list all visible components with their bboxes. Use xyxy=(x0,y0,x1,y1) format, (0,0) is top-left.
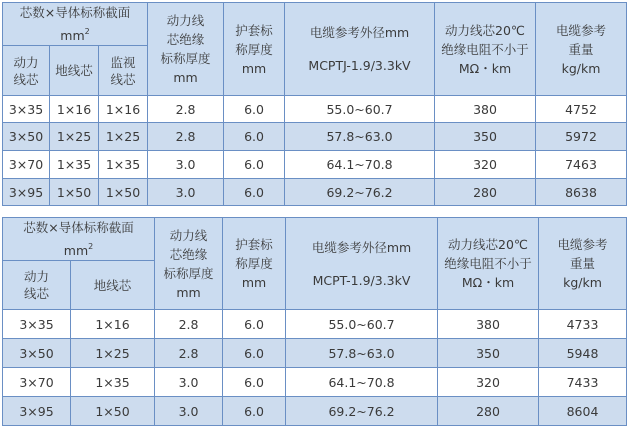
sheath-cell: 6.0 xyxy=(224,96,285,123)
insulation-cell: 2.8 xyxy=(155,339,223,368)
header-text: 电缆参考 xyxy=(557,237,608,252)
header-text: 护套标 xyxy=(235,22,273,38)
table-row xyxy=(3,397,627,426)
header-text: mm xyxy=(173,70,198,85)
header-text: mm xyxy=(241,60,267,76)
monitor-core-cell: 1×16 xyxy=(99,96,148,123)
diameter-cell: 55.0~60.7 xyxy=(286,310,438,339)
sheath-cell: 6.0 xyxy=(224,151,285,179)
header-text: MΩ・km xyxy=(458,60,512,76)
table-row xyxy=(3,123,627,151)
sheath-thickness-header xyxy=(223,218,286,310)
table-row xyxy=(3,179,627,206)
sheath-cell: 6.0 xyxy=(224,123,285,151)
table-row xyxy=(3,368,627,397)
header-text: 重量 xyxy=(568,41,594,57)
monitor-core-cell: 1×35 xyxy=(99,151,148,179)
header-text: 监视 xyxy=(110,54,136,70)
power-core-cell: 3×35 xyxy=(3,310,71,339)
diameter-cell: 64.1~70.8 xyxy=(285,151,435,179)
ground-core-cell: 1×25 xyxy=(50,123,99,151)
reference-weight-header xyxy=(536,3,627,96)
power-core-cell: 3×50 xyxy=(3,339,71,368)
weight-cell: 7463 xyxy=(536,151,627,179)
power-core-subheader xyxy=(3,261,71,310)
header-text: 护套标 xyxy=(235,237,273,252)
weight-cell: 4733 xyxy=(539,310,627,339)
header-text: mm xyxy=(60,28,85,43)
header-text: mm xyxy=(176,284,201,300)
header-text: 称厚度 xyxy=(235,256,273,271)
resistance-cell: 280 xyxy=(438,397,539,426)
power-core-cell: 3×35 xyxy=(3,96,50,123)
diameter-cell: 69.2~76.2 xyxy=(285,179,435,206)
header-text: 线芯 xyxy=(13,71,39,87)
core-section-header xyxy=(3,218,155,261)
resistance-cell: 320 xyxy=(435,151,536,179)
header-text: MΩ・km xyxy=(461,275,515,290)
ground-core-cell: 1×50 xyxy=(71,397,155,426)
cable-spec-table-mcptj xyxy=(2,2,627,206)
weight-cell: 8604 xyxy=(539,397,627,426)
weight-cell: 8638 xyxy=(536,179,627,206)
monitor-core-cell: 1×50 xyxy=(99,179,148,206)
core-section-title: 芯数×导体标称截面 xyxy=(19,5,131,20)
cable-model: MCPT-1.9/3.3kV xyxy=(312,272,411,288)
insulation-thickness-header xyxy=(155,218,223,310)
power-core-cell: 3×70 xyxy=(3,368,71,397)
ground-core-cell: 1×25 xyxy=(71,339,155,368)
header-text: kg/km xyxy=(563,275,602,290)
insulation-cell: 2.8 xyxy=(148,96,224,123)
resistance-cell: 380 xyxy=(438,310,539,339)
resistance-cell: 280 xyxy=(435,179,536,206)
resistance-cell: 350 xyxy=(438,339,539,368)
diameter-cell: 57.8~63.0 xyxy=(286,339,438,368)
outer-diameter-header xyxy=(286,218,438,310)
resistance-cell: 380 xyxy=(435,96,536,123)
core-section-header xyxy=(3,3,148,46)
weight-cell: 5948 xyxy=(539,339,627,368)
insulation-cell: 3.0 xyxy=(148,151,224,179)
header-text: 线芯 xyxy=(23,286,49,301)
power-core-cell: 3×95 xyxy=(3,179,50,206)
power-core-cell: 3×95 xyxy=(3,397,71,426)
header-text: 电缆参考外径mm xyxy=(311,239,412,255)
table-row xyxy=(3,151,627,179)
insulation-cell: 3.0 xyxy=(148,179,224,206)
insulation-resistance-header xyxy=(438,218,539,310)
diameter-cell: 64.1~70.8 xyxy=(286,368,438,397)
cable-spec-table-mcpt xyxy=(2,217,627,426)
header-text: 绝缘电阻不小于 xyxy=(441,41,529,57)
header-text: 电缆参考 xyxy=(556,22,607,38)
weight-cell: 5972 xyxy=(536,123,627,151)
insulation-cell: 2.8 xyxy=(148,123,224,151)
ground-core-cell: 1×35 xyxy=(71,368,155,397)
header-text: 动力 xyxy=(13,54,39,70)
ground-core-cell: 1×35 xyxy=(50,151,99,179)
cable-model: MCPTJ-1.9/3.3kV xyxy=(308,58,411,73)
ground-core-cell: 1×50 xyxy=(50,179,99,206)
header-text: mm xyxy=(241,275,267,290)
header-text: 动力 xyxy=(23,269,49,284)
header-text: 芯绝缘 xyxy=(169,246,208,262)
header-text: 标称厚度 xyxy=(163,265,214,281)
header-text: 重量 xyxy=(570,256,596,271)
monitor-core-cell: 1×25 xyxy=(99,123,148,151)
table-row xyxy=(3,339,627,368)
header-text: kg/km xyxy=(561,60,601,76)
header-text: 标称厚度 xyxy=(160,51,211,66)
table-row xyxy=(3,96,627,123)
diameter-cell: 55.0~60.7 xyxy=(285,96,435,123)
sheath-cell: 6.0 xyxy=(223,368,286,397)
header-text: 动力线 xyxy=(169,227,208,243)
resistance-cell: 350 xyxy=(435,123,536,151)
ground-core-subheader: 地线芯 xyxy=(50,46,99,96)
diameter-cell: 69.2~76.2 xyxy=(286,397,438,426)
power-core-subheader xyxy=(3,46,50,96)
insulation-thickness-header xyxy=(148,3,224,96)
insulation-cell: 2.8 xyxy=(155,310,223,339)
insulation-cell: 3.0 xyxy=(155,368,223,397)
ground-core-cell: 1×16 xyxy=(71,310,155,339)
power-core-cell: 3×70 xyxy=(3,151,50,179)
header-text: 绝缘电阻不小于 xyxy=(444,256,532,271)
reference-weight-header xyxy=(539,218,627,310)
core-section-unit xyxy=(3,22,147,45)
sheath-cell: 6.0 xyxy=(223,339,286,368)
sheath-cell: 6.0 xyxy=(224,179,285,206)
monitor-core-subheader xyxy=(99,46,148,96)
core-section-unit xyxy=(3,237,154,260)
weight-cell: 4752 xyxy=(536,96,627,123)
header-text: 电缆参考外径mm xyxy=(309,25,410,40)
header-text: mm xyxy=(63,243,89,258)
power-core-cell: 3×50 xyxy=(3,123,50,151)
header-text: 动力线芯20℃ xyxy=(445,22,525,38)
insulation-resistance-header xyxy=(435,3,536,96)
sheath-thickness-header xyxy=(224,3,285,96)
ground-core-cell: 1×16 xyxy=(50,96,99,123)
diameter-cell: 57.8~63.0 xyxy=(285,123,435,151)
core-section-title: 芯数×导体标称截面 xyxy=(23,220,134,235)
header-text: 2 xyxy=(84,27,90,36)
header-text: 动力线 xyxy=(166,13,205,28)
outer-diameter-header xyxy=(285,3,435,96)
header-text: 动力线芯20℃ xyxy=(448,237,528,252)
header-text: 芯绝缘 xyxy=(166,32,205,47)
insulation-cell: 3.0 xyxy=(155,397,223,426)
weight-cell: 7433 xyxy=(539,368,627,397)
header-text: 线芯 xyxy=(110,71,136,87)
header-text: 2 xyxy=(88,242,94,251)
sheath-cell: 6.0 xyxy=(223,310,286,339)
sheath-cell: 6.0 xyxy=(223,397,286,426)
ground-core-subheader: 地线芯 xyxy=(71,261,155,310)
table-row xyxy=(3,310,627,339)
resistance-cell: 320 xyxy=(438,368,539,397)
header-text: 称厚度 xyxy=(235,41,273,57)
